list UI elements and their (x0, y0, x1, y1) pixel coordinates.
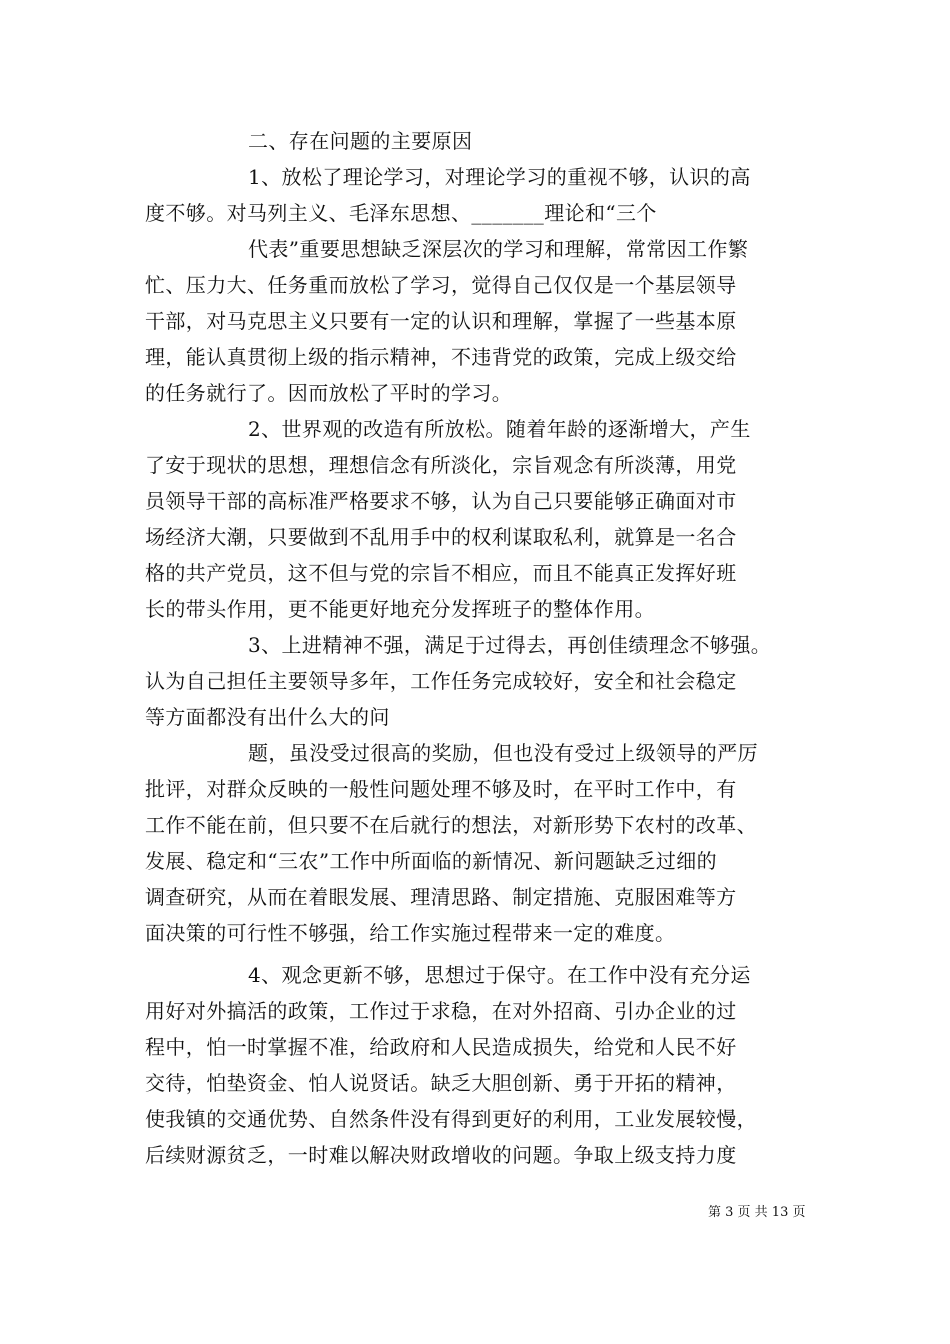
paragraph-line: 的任务就行了。因而放松了平时的学习。 (145, 381, 513, 405)
paragraph-line: 度不够。对马列主义、毛泽东思想、_______理论和“三个 (145, 201, 657, 225)
paragraph-line: 等方面都没有出什么大的问 (145, 705, 390, 729)
paragraph-line: 交待，怕垫资金、怕人说贤话。缺乏大胆创新、勇于开拓的精神， (145, 1071, 737, 1095)
paragraph-line: 1、放松了理论学习，对理论学习的重视不够，认识的高 (248, 165, 751, 189)
paragraph-line: 认为自己担任主要领导多年，工作任务完成较好，安全和社会稳定 (145, 669, 737, 693)
paragraph-line: 面决策的可行性不够强，给工作实施过程带来一定的难度。 (145, 921, 676, 945)
paragraph-line: 批评，对群众反映的一般性问题处理不够及时，在平时工作中，有 (145, 777, 737, 801)
page-number: 第 3 页 共 13 页 (708, 1205, 806, 1220)
paragraph-line: 后续财源贫乏，一时难以解决财政增收的问题。争取上级支持力度 (145, 1143, 737, 1167)
paragraph-line: 代表”重要思想缺乏深层次的学习和理解，常常因工作繁 (248, 237, 749, 261)
paragraph-line: 3、上进精神不强，满足于过得去，再创佳绩理念不够强。 (248, 633, 772, 657)
paragraph-line: 用好对外搞活的政策，工作过于求稳，在对外招商、引办企业的过 (145, 999, 737, 1023)
section-heading: 二、存在问题的主要原因 (248, 129, 473, 153)
paragraph-line: 程中，怕一时掌握不准，给政府和人民造成损失，给党和人民不好 (145, 1035, 737, 1059)
paragraph-line: 员领导干部的高标准严格要求不够，认为自己只要能够正确面对市 (145, 489, 737, 513)
paragraph-line: 忙、压力大、任务重而放松了学习，觉得自己仅仅是一个基层领导 (145, 273, 737, 297)
paragraph-line: 场经济大潮，只要做到不乱用手中的权利谋取私利，就算是一名合 (145, 525, 737, 549)
paragraph-line: 使我镇的交通优势、自然条件没有得到更好的利用，工业发展较慢， (145, 1107, 757, 1131)
paragraph-line: 2、世界观的改造有所放松。随着年龄的逐渐增大，产生 (248, 417, 751, 441)
paragraph-line: 题，虽没受过很高的奖励，但也没有受过上级领导的严厉 (248, 741, 758, 765)
paragraph-line: 发展、稳定和“三农”工作中所面临的新情况、新问题缺乏过细的 (145, 849, 718, 873)
paragraph-line: 了安于现状的思想，理想信念有所淡化，宗旨观念有所淡薄，用党 (145, 453, 737, 477)
paragraph-line: 调查研究，从而在着眼发展、理清思路、制定措施、克服困难等方 (145, 885, 737, 909)
paragraph-line: 工作不能在前，但只要不在后就行的想法，对新形势下农村的改革、 (145, 813, 757, 837)
paragraph-line: 格的共产党员，这不但与党的宗旨不相应，而且不能真正发挥好班 (145, 561, 737, 585)
paragraph-line: 理，能认真贯彻上级的指示精神，不违背党的政策，完成上级交给 (145, 345, 737, 369)
paragraph-line: 4、观念更新不够，思想过于保守。在工作中没有充分运 (248, 963, 751, 987)
paragraph-line: 长的带头作用，更不能更好地充分发挥班子的整体作用。 (145, 597, 655, 621)
paragraph-line: 干部，对马克思主义只要有一定的认识和理解，掌握了一些基本原 (145, 309, 737, 333)
